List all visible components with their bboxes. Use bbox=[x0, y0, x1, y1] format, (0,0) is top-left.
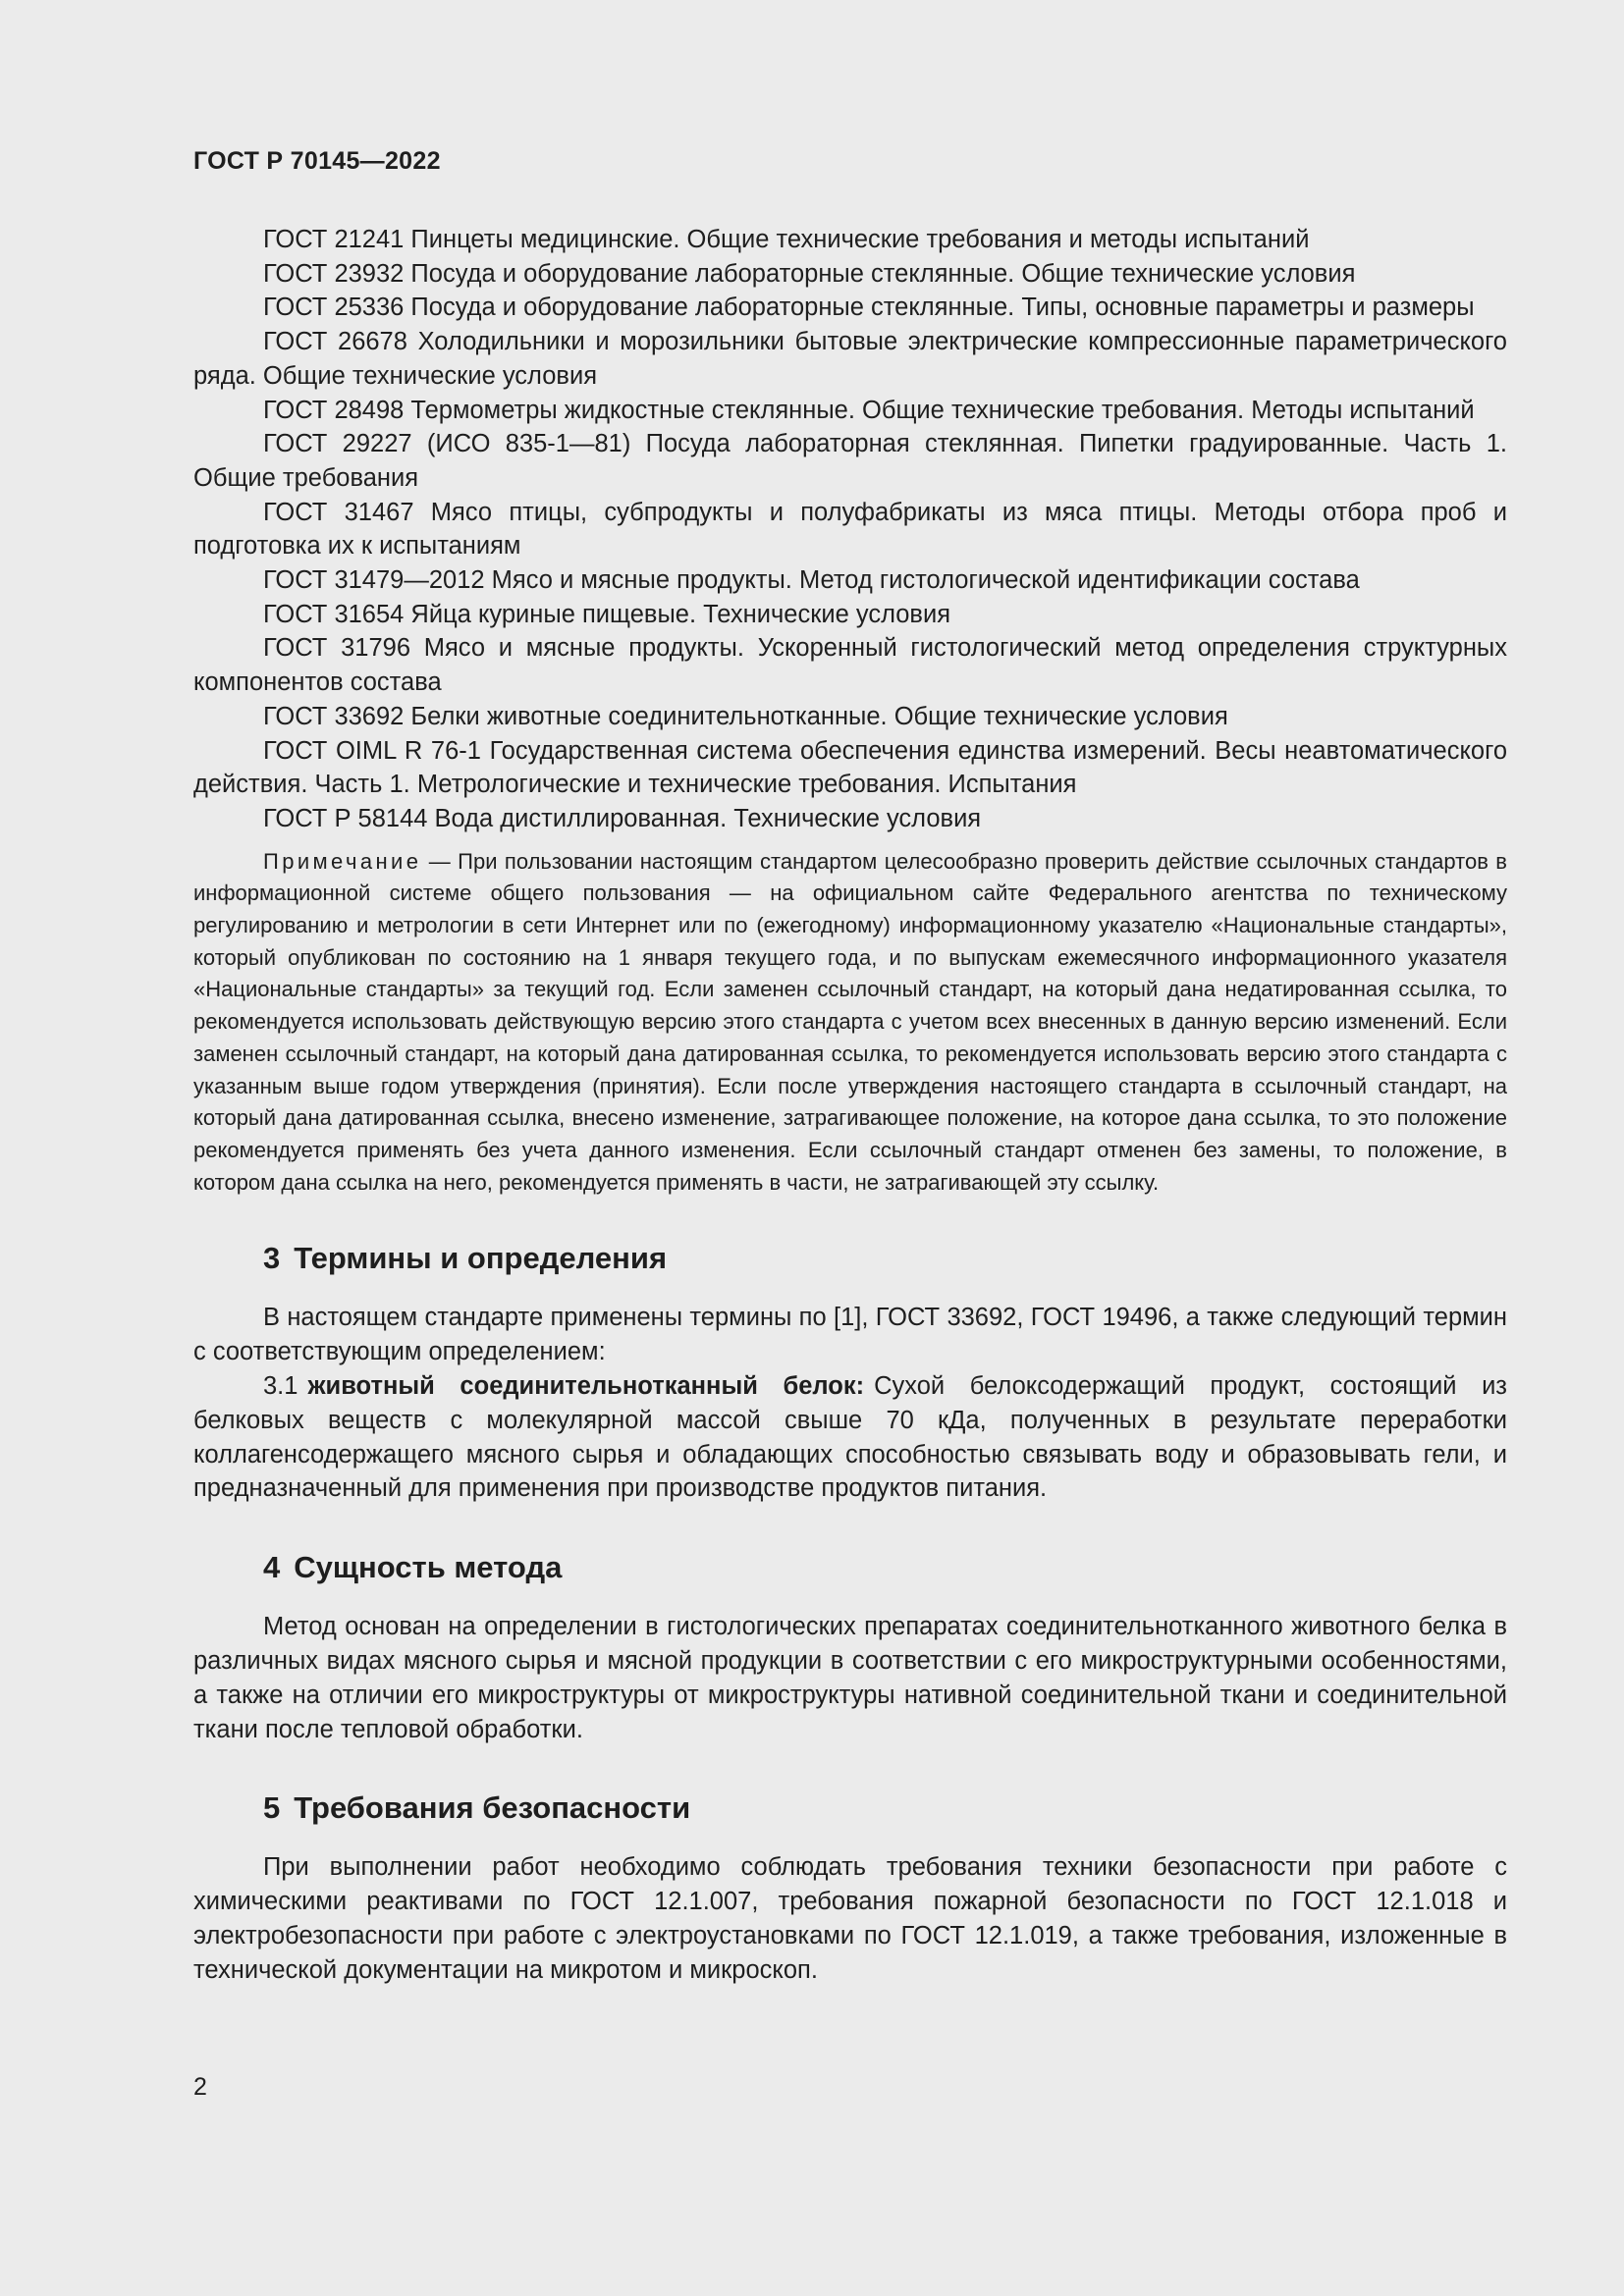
reference-item: ГОСТ OIML R 76-1 Государственная система обеспечения единства измерений. Весы неавтоматического действия. Часть 1. Метрологические и технические требования. Испытания bbox=[193, 736, 1507, 799]
reference-item: ГОСТ 29227 (ИСО 835-1—81) Посуда лабораторная стеклянная. Пипетки градуированные. Часть 1. Общие требования bbox=[193, 430, 1507, 492]
section-title: Сущность метода bbox=[294, 1550, 563, 1585]
reference-item: ГОСТ 26678 Холодильники и морозильники бытовые электрические компрессионные параметрического ряда. Общие технические условия bbox=[193, 328, 1507, 390]
reference-item: ГОСТ 31654 Яйца куриные пищевые. Технические условия bbox=[263, 600, 951, 628]
reference-item: ГОСТ 31467 Мясо птицы, субпродукты и полуфабрикаты из мяса птицы. Методы отбора проб и подготовка их к испытаниям bbox=[193, 498, 1507, 561]
note-label: Примечание bbox=[263, 848, 422, 874]
note-text: — При пользовании настоящим стандартом целесообразно проверить действие ссылочных стандартов в информационной системе общего пользования — на официальном сайте Федерального агентства по техническому регулированию и метрологии в сети Интернет или по (ежегодному) информационному указателю «Национальные стандарты», который опубликован по состоянию на 1 января текущего года, и по выпускам ежемесячного информационного указателя «Национальные стандарты» за текущий год. Если заменен ссылочный стандарт, на который дана недатированная ссылка, то рекомендуется использовать действующую версию этого стандарта с учетом всех внесенных в данную версию изменений. Если заменен ссылочный стандарт, на который дана датированная ссылка, то рекомендуется использовать версию этого стандарта с указанным выше годом утверждения (принятия). Если после утверждения настоящего стандарта в ссылочный стандарт, на который дана датированная ссылка, внесено изменение, затрагивающее положение, на которое дана ссылка, то это положение рекомендуется применять без учета данного изменения. Если ссылочный стандарт отменен без замены, то положение, в котором дана ссылка на него, рекомендуется применять в части, не затрагивающей эту ссылку. bbox=[193, 848, 1507, 1195]
reference-item: ГОСТ 33692 Белки животные соединительнотканные. Общие технические условия bbox=[263, 702, 1228, 730]
section-number: 3 bbox=[263, 1241, 281, 1276]
section-5-heading bbox=[193, 1789, 1507, 1827]
section-title: Термины и определения bbox=[294, 1241, 668, 1276]
page-number: 2 bbox=[193, 2073, 207, 2101]
section-number: 4 bbox=[263, 1550, 281, 1585]
term-definition-paragraph bbox=[193, 1369, 1507, 1506]
reference-item: ГОСТ Р 58144 Вода дистиллированная. Технические условия bbox=[263, 804, 982, 832]
reference-item: ГОСТ 31479—2012 Мясо и мясные продукты. Метод гистологической идентификации состава bbox=[263, 566, 1360, 595]
reference-item: ГОСТ 31796 Мясо и мясные продукты. Ускоренный гистологический метод определения структурных компонентов состава bbox=[193, 634, 1507, 697]
term-number: 3.1 bbox=[263, 1371, 298, 1400]
section-title: Требования безопасности bbox=[294, 1790, 691, 1826]
note-paragraph bbox=[193, 846, 1507, 1200]
reference-item: ГОСТ 23932 Посуда и оборудование лабораторные стеклянные. Общие технические условия bbox=[263, 259, 1356, 288]
section-number: 5 bbox=[263, 1790, 281, 1826]
reference-item: ГОСТ 21241 Пинцеты медицинские. Общие технические требования и методы испытаний bbox=[263, 226, 1310, 253]
references-list bbox=[193, 223, 1507, 836]
section-3-heading bbox=[193, 1240, 1507, 1277]
document-content bbox=[193, 223, 1507, 1988]
reference-item: ГОСТ 28498 Термометры жидкостные стеклянные. Общие технические требования. Методы испытаний bbox=[263, 396, 1475, 424]
reference-item: ГОСТ 25336 Посуда и оборудование лабораторные стеклянные. Типы, основные параметры и размеры bbox=[263, 294, 1475, 322]
section-4-text: Метод основан на определении в гистологических препаратах соединительнотканного животного белка в различных видах мясного сырья и мясной продукции в соответствии с его микроструктурными особенностями, а также на отличии его микроструктуры от микроструктуры нативной соединительной ткани и соединительной ткани после тепловой обработки. bbox=[193, 1613, 1507, 1743]
section-4-heading bbox=[193, 1549, 1507, 1586]
section-5-text: При выполнении работ необходимо соблюдать требования техники безопасности при работе с химическими реактивами по ГОСТ 12.1.007, требования пожарной безопасности по ГОСТ 12.1.018 и электробезопасности при работе с электроустановками по ГОСТ 12.1.019, а также требования, изложенные в технической документации на микротом и микроскоп. bbox=[193, 1853, 1507, 1984]
document-header: ГОСТ Р 70145—2022 bbox=[193, 147, 441, 175]
section-3-intro: В настоящем стандарте применены термины по [1], ГОСТ 33692, ГОСТ 19496, а также следующий термин с соответствующим определением: bbox=[193, 1304, 1507, 1366]
term-definition: Сухой белоксодержащий продукт, состоящий из белковых веществ с молекулярной массой свыше 70 кДа, полученных в результате переработки коллагенсодержащего мясного сырья и обладающих способностью связывать воду и образовывать гели, и предназначенный для применения при производстве продуктов питания. bbox=[193, 1371, 1508, 1503]
term-name: животный соединительнотканный белок: bbox=[307, 1371, 865, 1400]
